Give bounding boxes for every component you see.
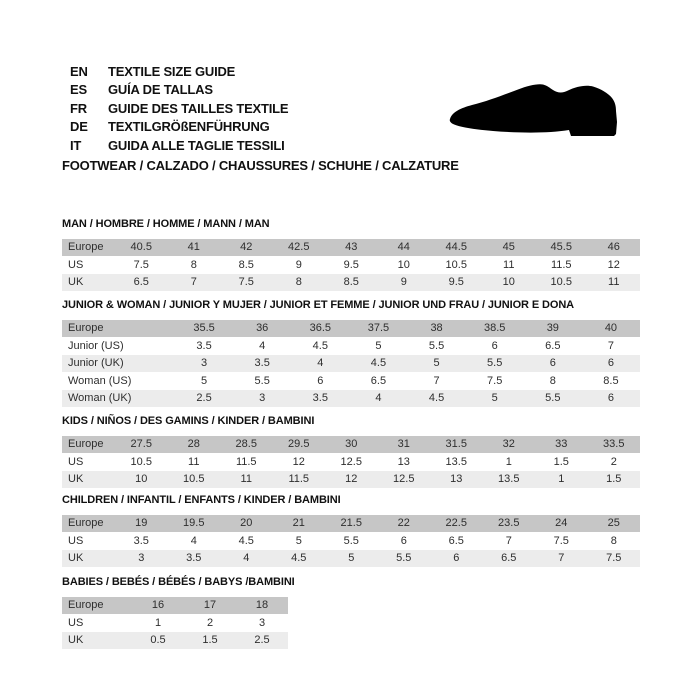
size-cell: 5.5 xyxy=(524,390,582,407)
size-cell: 9.5 xyxy=(325,257,378,274)
size-cell: 12.5 xyxy=(325,454,378,471)
size-cell: 6 xyxy=(524,355,582,372)
size-cell: 11.5 xyxy=(273,471,326,488)
size-cell: 1 xyxy=(132,615,184,632)
size-cell: 3 xyxy=(233,390,291,407)
size-cell: 12.5 xyxy=(378,471,431,488)
size-cell: 4 xyxy=(168,533,221,550)
row-label: Europe xyxy=(62,320,175,337)
size-cell: 7 xyxy=(535,550,588,567)
size-cell: 12 xyxy=(273,454,326,471)
size-cell: 12 xyxy=(588,257,641,274)
row-label: Woman (UK) xyxy=(62,390,175,407)
size-cell: 11 xyxy=(483,257,536,274)
row-label: Europe xyxy=(62,239,115,256)
size-cell: 29.5 xyxy=(273,436,326,453)
size-cell: 4.5 xyxy=(220,533,273,550)
size-cell: 5.5 xyxy=(233,373,291,390)
row-label: UK xyxy=(62,471,115,488)
language-code: EN xyxy=(70,63,88,79)
size-cell: 9.5 xyxy=(430,274,483,291)
size-cell: 7.5 xyxy=(466,373,524,390)
row-label: US xyxy=(62,454,115,471)
size-cell: 6.5 xyxy=(483,550,536,567)
size-cell: 3.5 xyxy=(291,390,349,407)
size-cell: 20 xyxy=(220,515,273,532)
size-cell: 22 xyxy=(378,515,431,532)
size-cell: 33 xyxy=(535,436,588,453)
section-man xyxy=(62,218,640,292)
category-heading: FOOTWEAR / CALZADO / CHAUSSURES / SCHUHE / CALZATURE xyxy=(62,158,459,173)
table-title-man: MAN / HOMBRE / HOMME / MANN / MAN xyxy=(62,218,270,230)
size-cell: 5 xyxy=(325,550,378,567)
size-cell: 31 xyxy=(378,436,431,453)
table-title-babies: BABIES / BEBÉS / BÉBÉS / BABYS /BAMBINI xyxy=(62,576,295,588)
section-junior-woman xyxy=(62,299,640,408)
row-label: UK xyxy=(62,632,132,649)
size-cell: 22.5 xyxy=(430,515,483,532)
language-label: TEXTILGRÖßENFÜHRUNG xyxy=(108,119,270,135)
size-cell: 5 xyxy=(466,390,524,407)
section-babies xyxy=(62,576,295,650)
size-cell: 1 xyxy=(483,454,536,471)
size-row-junior-uk xyxy=(62,355,640,372)
size-row-europe xyxy=(62,320,640,337)
size-cell: 4 xyxy=(349,390,407,407)
size-cell: 3.5 xyxy=(115,533,168,550)
size-cell: 7 xyxy=(582,338,640,355)
size-cell: 11.5 xyxy=(535,257,588,274)
size-cell: 7.5 xyxy=(588,550,641,567)
size-cell: 3.5 xyxy=(175,338,233,355)
size-cell: 4 xyxy=(220,550,273,567)
language-row-de xyxy=(70,118,288,137)
size-cell: 6.5 xyxy=(115,274,168,291)
shoe-icon xyxy=(448,82,622,142)
size-row-europe xyxy=(62,239,640,256)
table-title-children: CHILDREN / INFANTIL / ENFANTS / KINDER / BAMBINI xyxy=(62,494,341,506)
section-children xyxy=(62,494,640,568)
junior-woman-size-table xyxy=(62,319,640,408)
size-cell: 8 xyxy=(588,533,641,550)
row-label: Europe xyxy=(62,515,115,532)
size-row-europe xyxy=(62,436,640,453)
size-cell: 8.5 xyxy=(582,373,640,390)
language-row-it xyxy=(70,136,288,155)
language-label: GUIDE DES TAILLES TEXTILE xyxy=(108,100,289,116)
size-cell: 32 xyxy=(483,436,536,453)
size-cell: 11 xyxy=(588,274,641,291)
size-cell: 7.5 xyxy=(535,533,588,550)
size-cell: 21.5 xyxy=(325,515,378,532)
size-cell: 42.5 xyxy=(273,239,326,256)
table-title-kids: KIDS / NIÑOS / DES GAMINS / KINDER / BAMBINI xyxy=(62,415,315,427)
size-cell: 10.5 xyxy=(535,274,588,291)
size-row-uk xyxy=(62,274,640,291)
size-cell: 6 xyxy=(291,373,349,390)
row-label: Europe xyxy=(62,436,115,453)
size-cell: 5.5 xyxy=(408,338,466,355)
size-cell: 19.5 xyxy=(168,515,221,532)
row-label: UK xyxy=(62,274,115,291)
size-cell: 33.5 xyxy=(588,436,641,453)
size-row-woman-us xyxy=(62,373,640,390)
size-cell: 38 xyxy=(408,320,466,337)
size-cell: 6 xyxy=(582,355,640,372)
children-size-table xyxy=(62,514,640,568)
size-cell: 13 xyxy=(430,471,483,488)
size-cell: 41 xyxy=(168,239,221,256)
row-label: US xyxy=(62,615,132,632)
size-cell: 13.5 xyxy=(430,454,483,471)
man-size-table xyxy=(62,238,640,292)
size-cell: 7.5 xyxy=(115,257,168,274)
size-cell: 7.5 xyxy=(220,274,273,291)
size-cell: 6.5 xyxy=(349,373,407,390)
size-cell: 8 xyxy=(273,274,326,291)
size-cell: 4.5 xyxy=(408,390,466,407)
language-code: FR xyxy=(70,100,87,116)
language-row-es xyxy=(70,81,288,100)
row-label: US xyxy=(62,533,115,550)
language-label: TEXTILE SIZE GUIDE xyxy=(108,63,236,79)
size-cell: 10 xyxy=(115,471,168,488)
size-row-uk xyxy=(62,471,640,488)
babies-size-table xyxy=(62,596,288,650)
size-cell: 19 xyxy=(115,515,168,532)
language-label: GUÍA DE TALLAS xyxy=(108,82,213,98)
size-cell: 5 xyxy=(408,355,466,372)
size-cell: 4 xyxy=(291,355,349,372)
size-row-uk xyxy=(62,632,288,649)
size-cell: 2 xyxy=(588,454,641,471)
language-label: GUIDA ALLE TAGLIE TESSILI xyxy=(108,137,285,153)
size-cell: 35.5 xyxy=(175,320,233,337)
size-cell: 3.5 xyxy=(168,550,221,567)
size-cell: 10.5 xyxy=(168,471,221,488)
size-cell: 3.5 xyxy=(233,355,291,372)
size-cell: 6 xyxy=(466,338,524,355)
size-cell: 42 xyxy=(220,239,273,256)
size-cell: 40.5 xyxy=(115,239,168,256)
row-label: Junior (UK) xyxy=(62,355,175,372)
size-cell: 6.5 xyxy=(524,338,582,355)
size-cell: 5.5 xyxy=(325,533,378,550)
size-cell: 28 xyxy=(168,436,221,453)
size-cell: 7 xyxy=(168,274,221,291)
size-cell: 2.5 xyxy=(175,390,233,407)
size-cell: 4.5 xyxy=(291,338,349,355)
size-cell: 5.5 xyxy=(378,550,431,567)
size-row-us xyxy=(62,454,640,471)
size-cell: 37.5 xyxy=(349,320,407,337)
kids-size-table xyxy=(62,435,640,489)
size-cell: 1.5 xyxy=(535,454,588,471)
size-cell: 44.5 xyxy=(430,239,483,256)
size-cell: 2 xyxy=(184,615,236,632)
language-row-fr xyxy=(70,99,288,118)
size-cell: 38.5 xyxy=(466,320,524,337)
row-label: Junior (US) xyxy=(62,338,175,355)
size-cell: 25 xyxy=(588,515,641,532)
size-cell: 18 xyxy=(236,597,288,614)
size-cell: 3 xyxy=(175,355,233,372)
size-row-woman-uk xyxy=(62,390,640,407)
size-cell: 10 xyxy=(483,274,536,291)
row-label: Europe xyxy=(62,597,132,614)
size-row-uk xyxy=(62,550,640,567)
size-cell: 5 xyxy=(273,533,326,550)
language-code: DE xyxy=(70,119,88,135)
size-cell: 1 xyxy=(535,471,588,488)
size-cell: 6 xyxy=(582,390,640,407)
section-kids xyxy=(62,415,640,489)
size-row-us xyxy=(62,533,640,550)
size-cell: 8.5 xyxy=(325,274,378,291)
size-cell: 24 xyxy=(535,515,588,532)
size-cell: 13 xyxy=(378,454,431,471)
size-cell: 7 xyxy=(408,373,466,390)
size-cell: 10 xyxy=(378,257,431,274)
size-row-us xyxy=(62,257,640,274)
size-cell: 45.5 xyxy=(535,239,588,256)
size-cell: 39 xyxy=(524,320,582,337)
size-cell: 4.5 xyxy=(349,355,407,372)
size-cell: 2.5 xyxy=(236,632,288,649)
size-cell: 45 xyxy=(483,239,536,256)
size-row-europe xyxy=(62,515,640,532)
size-cell: 13.5 xyxy=(483,471,536,488)
size-cell: 6 xyxy=(378,533,431,550)
language-row-en xyxy=(70,62,288,81)
size-cell: 5.5 xyxy=(466,355,524,372)
row-label: Woman (US) xyxy=(62,373,175,390)
size-cell: 12 xyxy=(325,471,378,488)
size-cell: 10.5 xyxy=(430,257,483,274)
size-cell: 8 xyxy=(524,373,582,390)
size-cell: 1.5 xyxy=(184,632,236,649)
size-cell: 0.5 xyxy=(132,632,184,649)
size-cell: 4.5 xyxy=(273,550,326,567)
size-cell: 28.5 xyxy=(220,436,273,453)
size-cell: 5 xyxy=(175,373,233,390)
size-row-junior-us xyxy=(62,338,640,355)
size-cell: 11.5 xyxy=(220,454,273,471)
size-cell: 3 xyxy=(115,550,168,567)
size-cell: 6 xyxy=(430,550,483,567)
size-cell: 44 xyxy=(378,239,431,256)
size-cell: 4 xyxy=(233,338,291,355)
size-cell: 21 xyxy=(273,515,326,532)
size-cell: 1.5 xyxy=(588,471,641,488)
size-cell: 36.5 xyxy=(291,320,349,337)
size-cell: 8.5 xyxy=(220,257,273,274)
language-code: IT xyxy=(70,137,82,153)
table-title-junior-woman: JUNIOR & WOMAN / JUNIOR Y MUJER / JUNIOR ET FEMME / JUNIOR UND FRAU / JUNIOR E DONA xyxy=(62,299,575,311)
size-cell: 27.5 xyxy=(115,436,168,453)
size-cell: 23.5 xyxy=(483,515,536,532)
size-cell: 36 xyxy=(233,320,291,337)
language-header xyxy=(70,62,288,155)
size-cell: 30 xyxy=(325,436,378,453)
size-cell: 8 xyxy=(168,257,221,274)
size-cell: 9 xyxy=(378,274,431,291)
size-row-europe xyxy=(62,597,288,614)
language-code: ES xyxy=(70,82,87,98)
size-cell: 31.5 xyxy=(430,436,483,453)
size-cell: 16 xyxy=(132,597,184,614)
size-cell: 7 xyxy=(483,533,536,550)
size-cell: 3 xyxy=(236,615,288,632)
size-cell: 10.5 xyxy=(115,454,168,471)
size-cell: 40 xyxy=(582,320,640,337)
size-cell: 46 xyxy=(588,239,641,256)
size-row-us xyxy=(62,615,288,632)
size-cell: 5 xyxy=(349,338,407,355)
row-label: US xyxy=(62,257,115,274)
size-cell: 43 xyxy=(325,239,378,256)
size-cell: 11 xyxy=(220,471,273,488)
row-label: UK xyxy=(62,550,115,567)
size-cell: 6.5 xyxy=(430,533,483,550)
size-cell: 11 xyxy=(168,454,221,471)
size-cell: 9 xyxy=(273,257,326,274)
size-cell: 17 xyxy=(184,597,236,614)
